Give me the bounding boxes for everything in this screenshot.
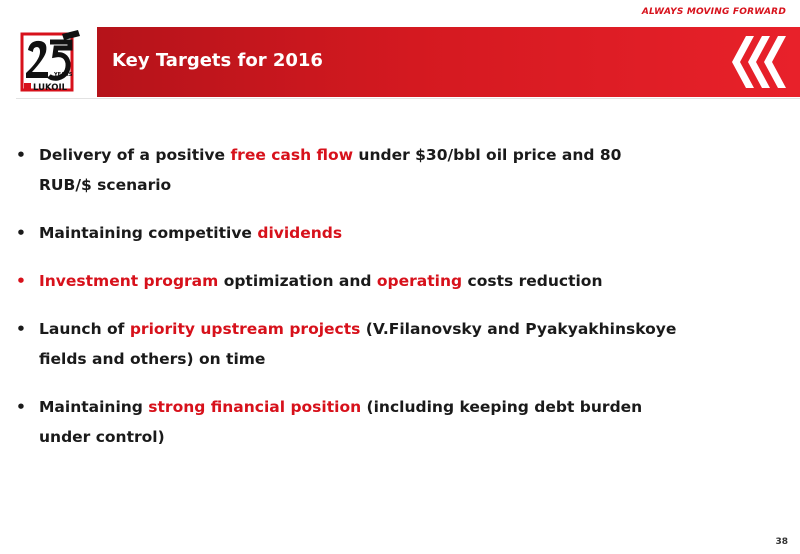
bullet-text: Delivery of a positive: [39, 146, 231, 164]
highlighted-text: priority upstream projects: [129, 320, 361, 338]
bullet-text-continuation: fields and others) on time: [39, 350, 266, 368]
bullet-text: under $30/bbl oil price and 80: [353, 146, 622, 164]
bullet-marker: •: [16, 272, 26, 290]
logo-years-text: YEARS: [54, 72, 73, 78]
key-targets-list: [16, 140, 756, 470]
bullet-text: Maintaining competitive: [39, 224, 258, 242]
tagline: ALWAYS MOVING FORWARD: [641, 7, 786, 17]
bullet-text-continuation: under control): [39, 428, 165, 446]
header-bar: [97, 27, 800, 97]
page-number: 38: [775, 537, 788, 547]
bullet-text-continuation: RUB/$ scenario: [39, 176, 172, 194]
highlighted-text: dividends: [257, 224, 343, 242]
bullet-text: costs reduction: [462, 272, 603, 290]
bullet-text: Maintaining: [39, 398, 149, 416]
bullet-text: Launch of: [39, 320, 130, 338]
page-title: Key Targets for 2016: [112, 50, 323, 71]
bullet-marker: •: [16, 320, 26, 338]
bullet-marker: •: [16, 224, 26, 242]
list-item: [16, 266, 756, 296]
bullet-text: (including keeping debt burden: [361, 398, 643, 416]
list-item: [16, 392, 756, 452]
highlighted-text: free cash flow: [230, 146, 354, 164]
bullet-marker: •: [16, 146, 26, 164]
highlighted-text: Investment program: [39, 272, 219, 290]
logo-brand-text: LUKOIL: [33, 83, 68, 93]
bullet-text: optimization and: [218, 272, 377, 290]
chevrons-left-icon: [732, 36, 790, 92]
list-item: [16, 140, 756, 200]
bullet-text: (V.Filanovsky and Pyakyakhinskoye: [360, 320, 677, 338]
lukoil-25-years-logo: [16, 28, 96, 98]
highlighted-text: operating: [376, 272, 463, 290]
list-item: [16, 218, 756, 248]
bullet-marker: •: [16, 398, 26, 416]
highlighted-text: strong financial position: [148, 398, 362, 416]
list-item: [16, 314, 756, 374]
header-divider: [16, 98, 800, 99]
